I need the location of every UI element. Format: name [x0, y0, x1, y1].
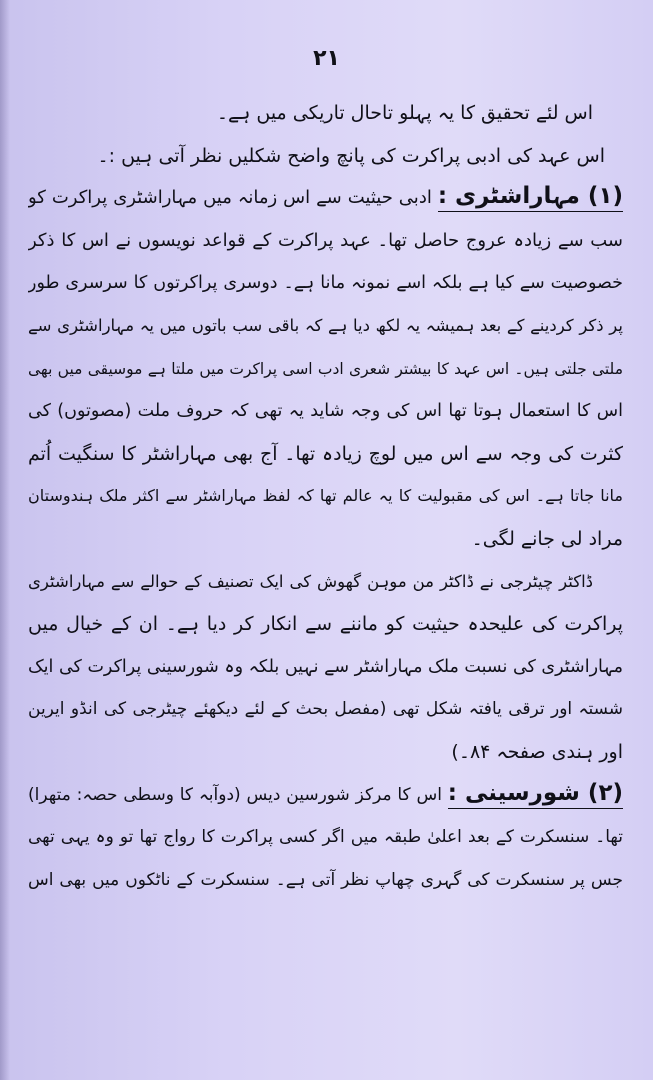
text-line: ملتی جلتی ہیں۔ اس عہد کا بیشتر شعری ادب اسی پراکرت میں ملتا ہے موسیقی میں بھی — [28, 359, 623, 378]
text-line-with-heading — [28, 774, 623, 817]
text-run: اس کا مرکز شورسین دیس (دوآبہ کا وسطی حصہ: متھرا) — [28, 784, 442, 805]
text-line: سب سے زیادہ عروج حاصل تھا۔ عہد پراکرت کے قواعد نویسوں نے اس کا ذکر — [28, 229, 623, 251]
text-line-with-heading — [28, 177, 623, 220]
text-run: ادبی حیثیت سے اس زمانہ میں مہاراشٹری پراکرت کو — [28, 187, 432, 209]
page-number: ۲۱ — [313, 46, 340, 71]
text-line: شستہ اور ترقی یافتہ شکل تھی (مفصل بحث کے لئے دیکھئے چیٹرجی کی انڈو ایرین — [28, 699, 623, 720]
text-line: تھا۔ سنسکرت کے بعد اعلیٰ طبقہ میں اگر کسی پراکرت کا رواج تھا تو وہ یہی تھی — [28, 827, 623, 848]
text-line: مانا جاتا ہے۔ اس کی مقبولیت کا یہ عالم تھا کہ لفظ مہاراشٹر سے اکثر ملک ہندوستان — [28, 486, 623, 506]
text-line: پراکرت کی علیحدہ حیثیت کو ماننے سے انکار کر دیا ہے۔ ان کے خیال میں — [28, 613, 623, 636]
text-line: ڈاکٹر چیٹرجی نے ڈاکٹر من موہن گھوش کی ایک تصنیف کے حوالے سے مہاراشٹری — [28, 571, 593, 591]
text-line: اس عہد کی ادبی پراکرت کی پانچ واضح شکلیں نظر آتی ہیں :۔ — [97, 144, 605, 167]
text-line: اس کا استعمال ہوتا تھا اس کی وجہ شاید یہ تھی کہ حروف ملت (مصوتوں) کی — [28, 401, 623, 422]
text-line: مراد لی جانے لگی۔ — [471, 527, 623, 550]
text-line: اس لئے تحقیق کا یہ پہلو تاحال تاریکی میں ہے۔ — [216, 102, 593, 124]
page-edge-shadow — [0, 0, 10, 1080]
text-line: اور ہندی صفحہ ۸۴۔) — [451, 740, 623, 763]
text-line: جس پر سنسکرت کی گہری چھاپ نظر آتی ہے۔ سنسکرت کے ناٹکوں میں بھی اس — [28, 869, 623, 890]
text-line: پر ذکر کردینے کے بعد ہمیشہ یہ لکھ دیا ہے کہ باقی سب باتوں میں یہ مہاراشٹری سے — [28, 315, 623, 335]
text-line: مہاراشٹری کی نسبت ملک مہاراشٹر سے نہیں بلکہ وہ شورسینی پراکرت کی ایک — [28, 656, 623, 677]
text-line: کثرت کی وجہ سے اس میں لوچ زیادہ تھا۔ آج بھی مہاراشٹر کا سنگیت اُتم — [28, 442, 623, 465]
text-line: خصوصیت سے کیا ہے بلکہ اسے نمونہ مانا ہے۔ دوسری پراکرتوں کا سرسری طور — [28, 273, 623, 294]
section-heading-shauraseni: (۲) شورسینی : — [448, 778, 623, 809]
page-body — [28, 92, 623, 901]
section-heading-maharashtri: (۱) مہاراشٹری : — [438, 181, 623, 212]
